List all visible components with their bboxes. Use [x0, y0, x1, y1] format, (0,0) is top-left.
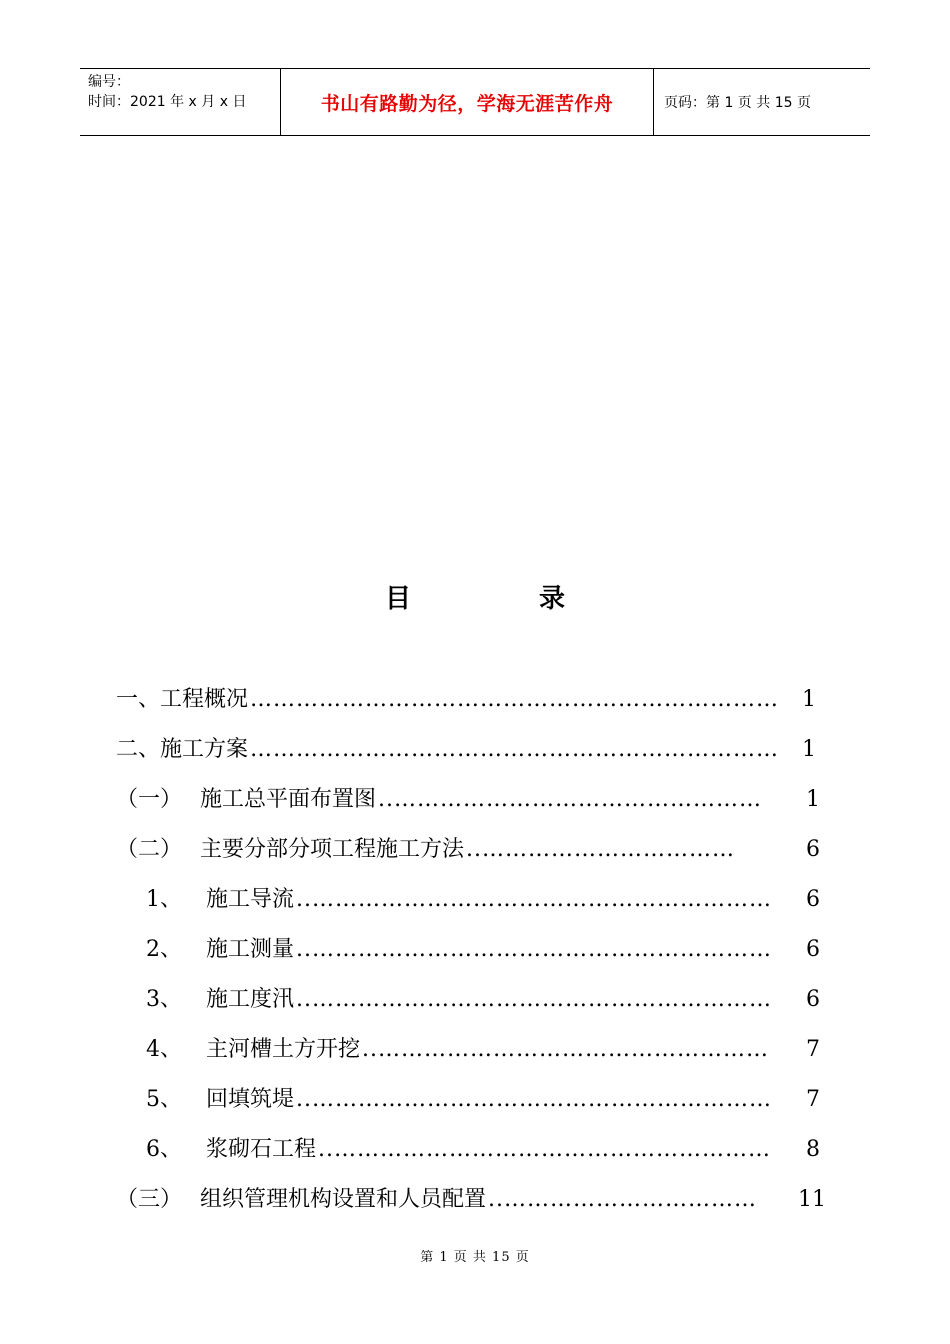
toc-entry[interactable]	[116, 782, 820, 812]
toc-entry-number: （三）	[116, 1187, 183, 1212]
toc-entry-page: 1	[802, 687, 816, 712]
toc-entry-page: 7	[806, 1037, 820, 1062]
toc-entry-leader: ……………………………………………………………	[250, 737, 780, 762]
toc-entry-number: 二、	[116, 737, 161, 762]
toc-entry[interactable]	[146, 882, 820, 912]
toc-entry[interactable]	[146, 1132, 820, 1162]
header-number-label: 编号：	[88, 74, 130, 90]
toc-entry-label: 施工导流	[206, 887, 295, 912]
toc-entry-number: （一）	[116, 787, 183, 812]
toc-entry-page: 8	[806, 1137, 820, 1162]
toc-entry[interactable]	[116, 682, 816, 712]
toc-entry[interactable]	[116, 832, 820, 862]
toc-title-char-1: 目	[384, 584, 411, 614]
toc-entry-leader: ..……………………………………………………	[296, 1087, 773, 1112]
toc-entry-label: 施工测量	[206, 937, 295, 962]
header-time-label: 时间：2021 年 x 月 x 日	[88, 94, 247, 110]
header-meta-cell	[80, 69, 281, 135]
toc-entry-page: 7	[806, 1087, 820, 1112]
toc-entry[interactable]	[116, 732, 816, 762]
toc-entry[interactable]	[146, 932, 820, 962]
toc-entry-leader: ..……………………………………………………	[296, 887, 773, 912]
toc-entry-number: 2、	[146, 937, 182, 962]
toc-entry[interactable]	[146, 1082, 820, 1112]
toc-entry-page: 1	[806, 787, 820, 812]
toc-entry-label: 主河槽土方开挖	[206, 1037, 361, 1062]
toc-title	[0, 578, 950, 615]
toc-entry-page: 6	[806, 987, 820, 1012]
header-page-info: 页码：第 1 页 共 15 页	[664, 95, 811, 111]
toc-entry-page: 11	[798, 1187, 826, 1212]
toc-entry-label: 主要分部分项工程施工方法	[200, 837, 465, 862]
toc-entry-leader: ..……………………………………………	[362, 1037, 770, 1062]
toc-entry-label: 施工总平面布置图	[200, 787, 377, 812]
toc-entry-page: 6	[806, 937, 820, 962]
toc-entry-number: 3、	[146, 987, 182, 1012]
toc-entry-leader: ..…………………………………………	[378, 787, 763, 812]
toc-entry-label: 组织管理机构设置和人员配置	[200, 1187, 487, 1212]
toc-entry-label: 施工度汛	[206, 987, 295, 1012]
toc-entry-number: 4、	[146, 1037, 182, 1062]
toc-entry-label: 浆砌石工程	[206, 1137, 317, 1162]
toc-entry-label: 回填筑堤	[206, 1087, 295, 1112]
toc-entry-number: 一、	[116, 687, 161, 712]
page-footer: 第 1 页 共 15 页	[420, 1250, 530, 1265]
toc-entry-label: 工程概况	[160, 687, 249, 712]
toc-entry-number: 5、	[146, 1087, 182, 1112]
toc-entry[interactable]	[146, 982, 820, 1012]
toc-entry-leader: ..……………………………	[488, 1187, 758, 1212]
header-motto: 书山有路勤为径，学海无涯苦作舟	[281, 69, 654, 135]
toc-entry-label: 施工方案	[160, 737, 249, 762]
toc-entry-number: 1、	[146, 887, 182, 912]
toc-title-char-2: 录	[539, 584, 566, 614]
toc-entry[interactable]	[116, 1182, 826, 1212]
toc-entry-number: （二）	[116, 837, 183, 862]
toc-entry-page: 6	[806, 837, 820, 862]
toc-entry-leader: ..……………………………	[466, 837, 736, 862]
toc-entry-leader: ..…………………………………………………	[318, 1137, 772, 1162]
toc-entry-leader: ..……………………………………………………	[296, 987, 773, 1012]
document-header	[80, 68, 870, 136]
toc-entry-leader: ……………………………………………………………	[250, 687, 780, 712]
toc-entry-number: 6、	[146, 1137, 182, 1162]
toc-entry-leader: ..……………………………………………………	[296, 937, 773, 962]
toc-entry-page: 1	[802, 737, 816, 762]
toc-entry[interactable]	[146, 1032, 820, 1062]
toc-entry-page: 6	[806, 887, 820, 912]
